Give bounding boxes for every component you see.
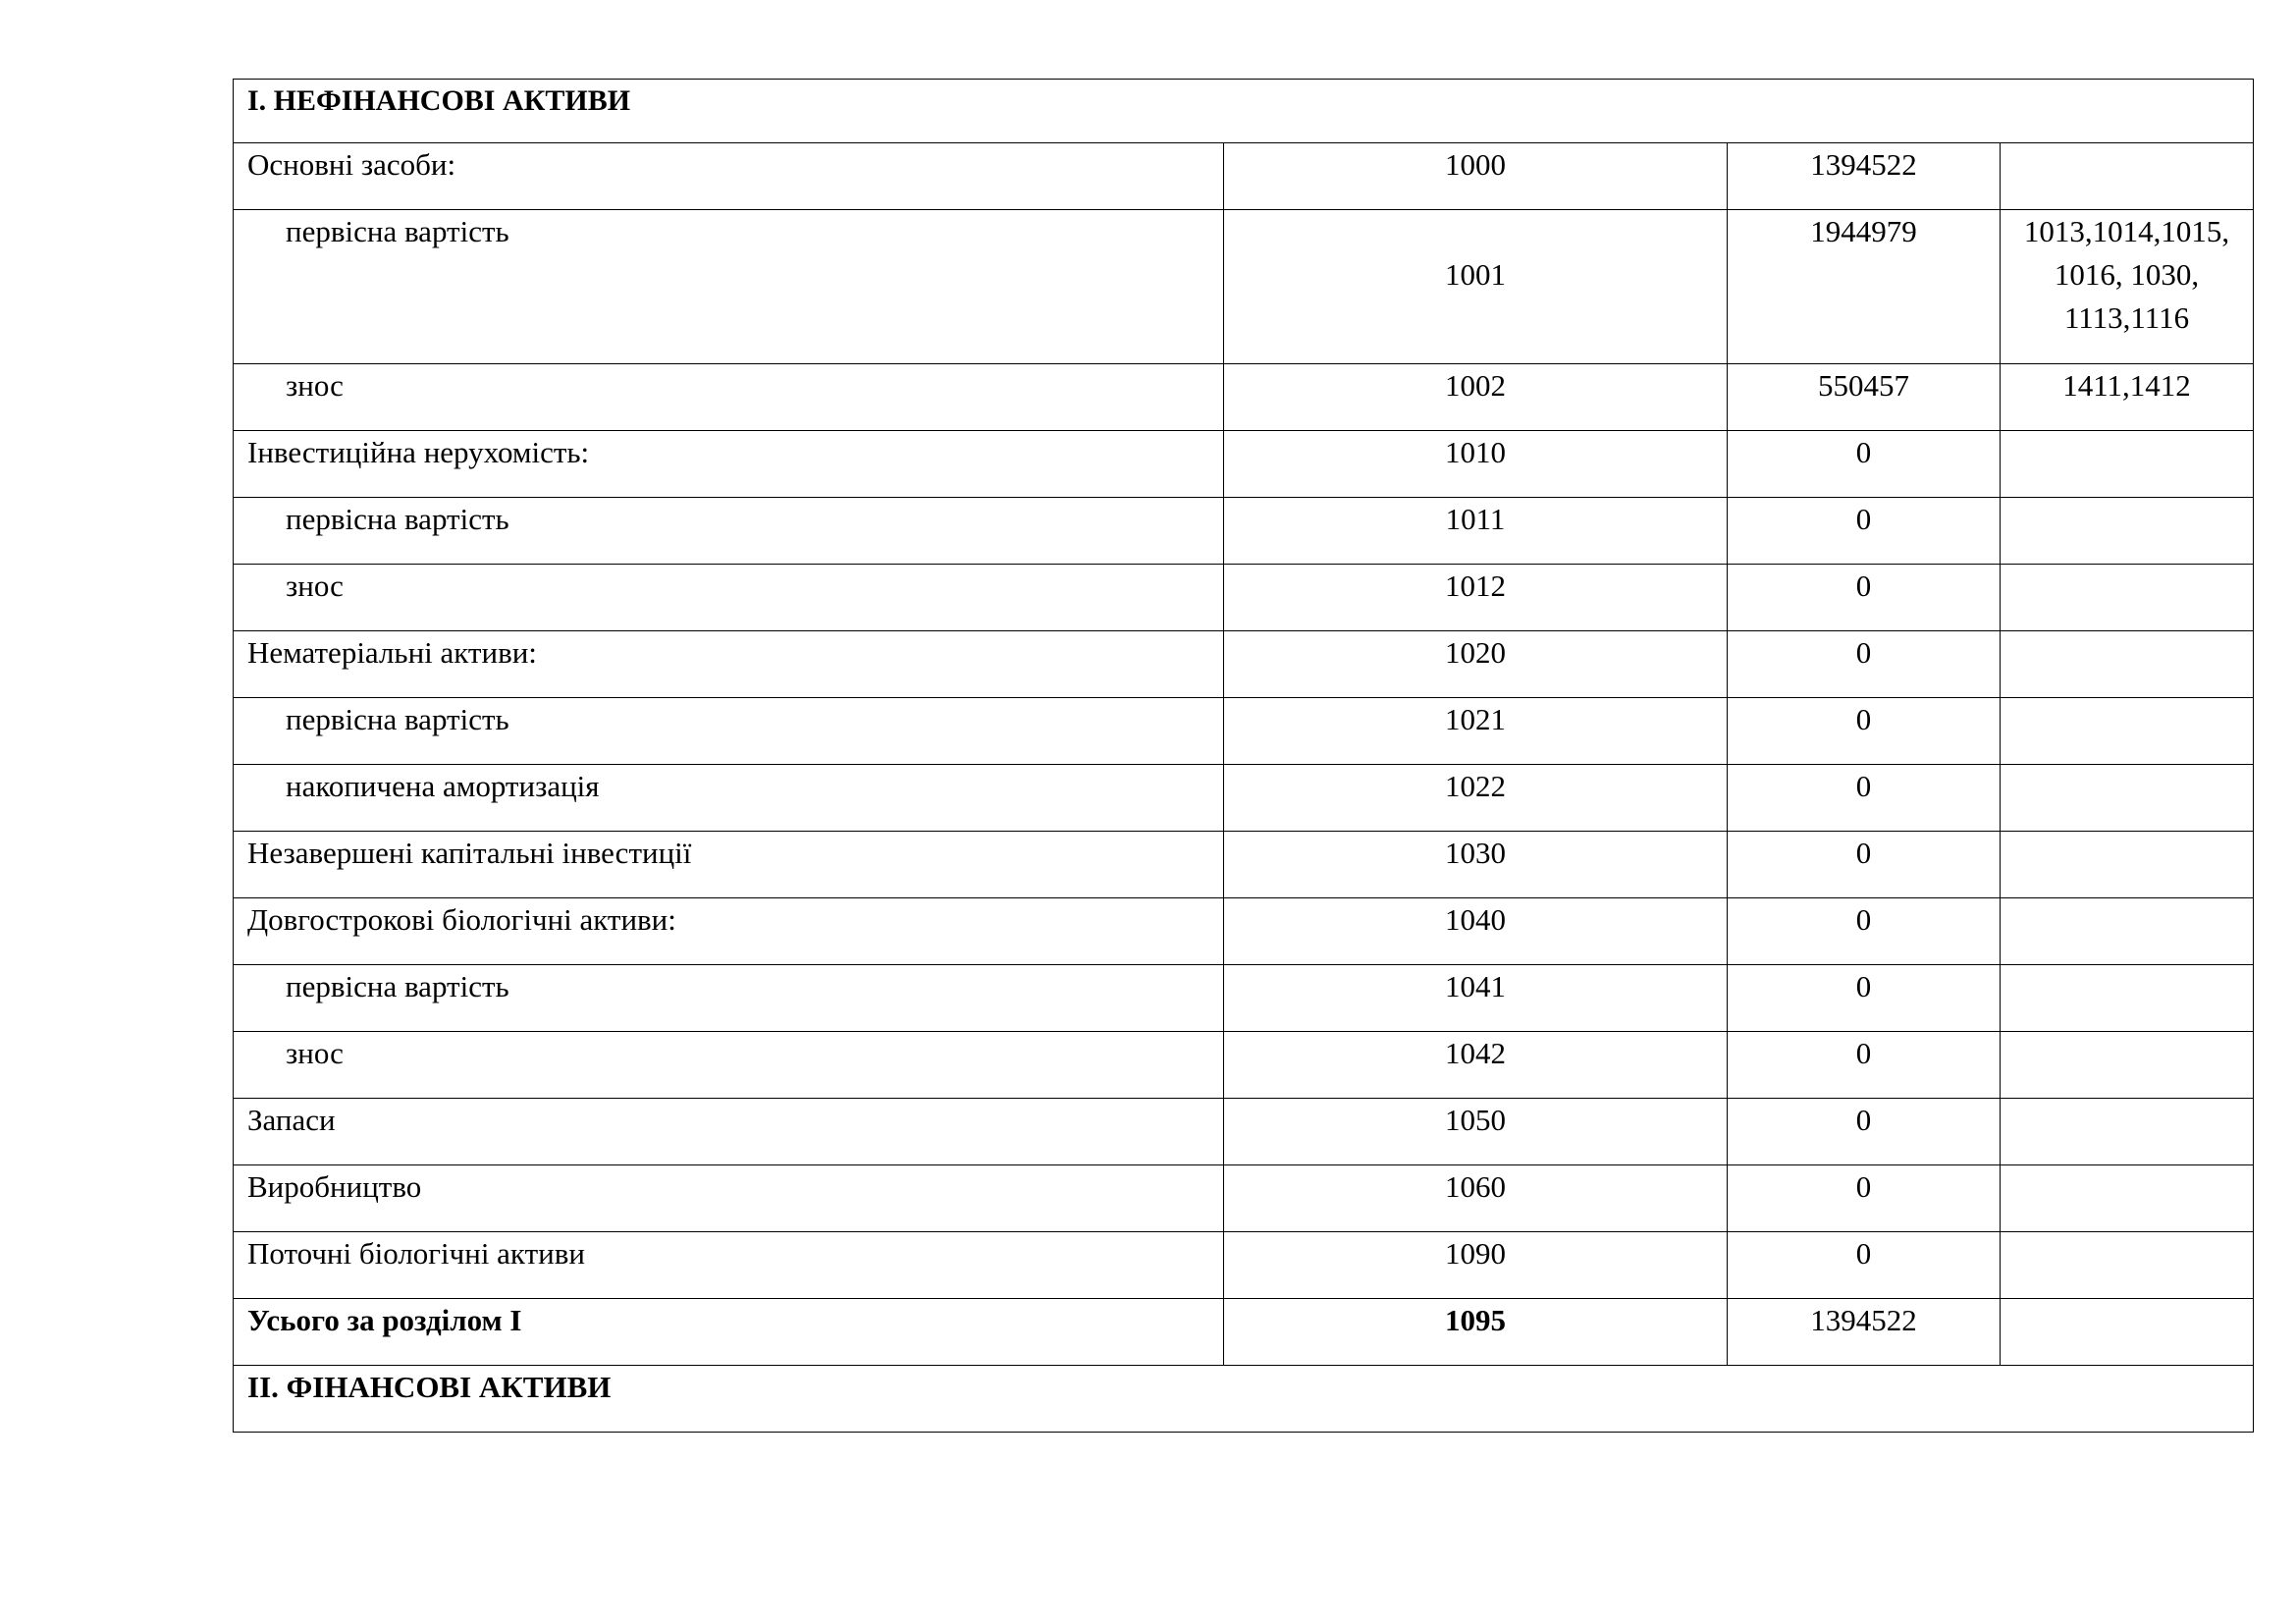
table-row — [234, 565, 2254, 631]
table-row — [234, 698, 2254, 765]
row-note — [2001, 1232, 2254, 1299]
row-code: 1042 — [1224, 1032, 1728, 1099]
row-code: 1041 — [1224, 965, 1728, 1032]
row-note: 1411,1412 — [2001, 364, 2254, 431]
row-name: Інвестиційна нерухомість: — [234, 431, 1224, 498]
section-header-row — [234, 1366, 2254, 1433]
row-note — [2001, 765, 2254, 832]
row-value: 0 — [1728, 498, 2001, 565]
row-note — [2001, 1099, 2254, 1165]
table-row — [234, 364, 2254, 431]
row-name: Основні засоби: — [234, 143, 1224, 210]
row-code: 1060 — [1224, 1165, 1728, 1232]
row-name: знос — [234, 565, 1224, 631]
row-name: первісна вартість — [234, 210, 1224, 364]
row-value: 0 — [1728, 1032, 2001, 1099]
table-row — [234, 431, 2254, 498]
row-name: первісна вартість — [234, 498, 1224, 565]
row-note — [2001, 898, 2254, 965]
row-code: 1020 — [1224, 631, 1728, 698]
row-name: знос — [234, 1032, 1224, 1099]
row-note-line: 1113,1116 — [2063, 300, 2190, 335]
row-value: 0 — [1728, 832, 2001, 898]
table-row — [234, 631, 2254, 698]
row-name: Усього за розділом І — [234, 1299, 1224, 1366]
row-note — [2001, 1299, 2254, 1366]
row-note — [2001, 698, 2254, 765]
row-code: 1090 — [1224, 1232, 1728, 1299]
row-note — [2001, 431, 2254, 498]
row-name: Нематеріальні активи: — [234, 631, 1224, 698]
row-name: Запаси — [234, 1099, 1224, 1165]
row-value: 0 — [1728, 898, 2001, 965]
row-note — [2001, 1165, 2254, 1232]
row-value: 0 — [1728, 631, 2001, 698]
row-note-line: 1013,1014,1015, — [2023, 214, 2230, 248]
row-name: знос — [234, 364, 1224, 431]
row-note — [2001, 832, 2254, 898]
row-code: 1021 — [1224, 698, 1728, 765]
row-code: 1002 — [1224, 364, 1728, 431]
row-value: 0 — [1728, 1165, 2001, 1232]
row-value: 1394522 — [1728, 143, 2001, 210]
row-note — [2001, 210, 2254, 364]
table-row — [234, 1099, 2254, 1165]
row-code: 1011 — [1224, 498, 1728, 565]
table-row — [234, 965, 2254, 1032]
table-row — [234, 1165, 2254, 1232]
table-row — [234, 210, 2254, 364]
table-row — [234, 1032, 2254, 1099]
row-code: 1000 — [1224, 143, 1728, 210]
row-note — [2001, 631, 2254, 698]
table-row — [234, 498, 2254, 565]
row-name: Поточні біологічні активи — [234, 1232, 1224, 1299]
table-row — [234, 898, 2254, 965]
row-value: 550457 — [1728, 364, 2001, 431]
row-value: 0 — [1728, 965, 2001, 1032]
section-header-row — [234, 80, 2254, 143]
row-code: 1095 — [1224, 1299, 1728, 1366]
row-name: Довгострокові біологічні активи: — [234, 898, 1224, 965]
table-row — [234, 1232, 2254, 1299]
row-code: 1022 — [1224, 765, 1728, 832]
section-title: ІІ. ФІНАНСОВІ АКТИВИ — [234, 1366, 2254, 1433]
total-row — [234, 1299, 2254, 1366]
row-name: накопичена амортизація — [234, 765, 1224, 832]
row-value: 1944979 — [1728, 210, 2001, 364]
row-value: 0 — [1728, 565, 2001, 631]
row-value: 0 — [1728, 431, 2001, 498]
row-value: 0 — [1728, 1232, 2001, 1299]
row-name: Незавершені капітальні інвестиції — [234, 832, 1224, 898]
row-name: первісна вартість — [234, 965, 1224, 1032]
section-title: І. НЕФІНАНСОВІ АКТИВИ — [234, 80, 2254, 143]
table-row — [234, 143, 2254, 210]
row-code: 1012 — [1224, 565, 1728, 631]
row-code: 1001 — [1224, 210, 1728, 364]
table-row — [234, 765, 2254, 832]
row-note — [2001, 1032, 2254, 1099]
row-code: 1050 — [1224, 1099, 1728, 1165]
row-note — [2001, 498, 2254, 565]
row-value: 1394522 — [1728, 1299, 2001, 1366]
row-code: 1010 — [1224, 431, 1728, 498]
row-note — [2001, 143, 2254, 210]
row-note — [2001, 965, 2254, 1032]
row-note — [2001, 565, 2254, 631]
row-value: 0 — [1728, 1099, 2001, 1165]
row-note-line: 1016, 1030, — [2054, 257, 2200, 292]
row-value: 0 — [1728, 765, 2001, 832]
row-value: 0 — [1728, 698, 2001, 765]
row-name: первісна вартість — [234, 698, 1224, 765]
balance-table — [233, 79, 2254, 1433]
row-name: Виробництво — [234, 1165, 1224, 1232]
row-code: 1030 — [1224, 832, 1728, 898]
table-row — [234, 832, 2254, 898]
row-code: 1040 — [1224, 898, 1728, 965]
